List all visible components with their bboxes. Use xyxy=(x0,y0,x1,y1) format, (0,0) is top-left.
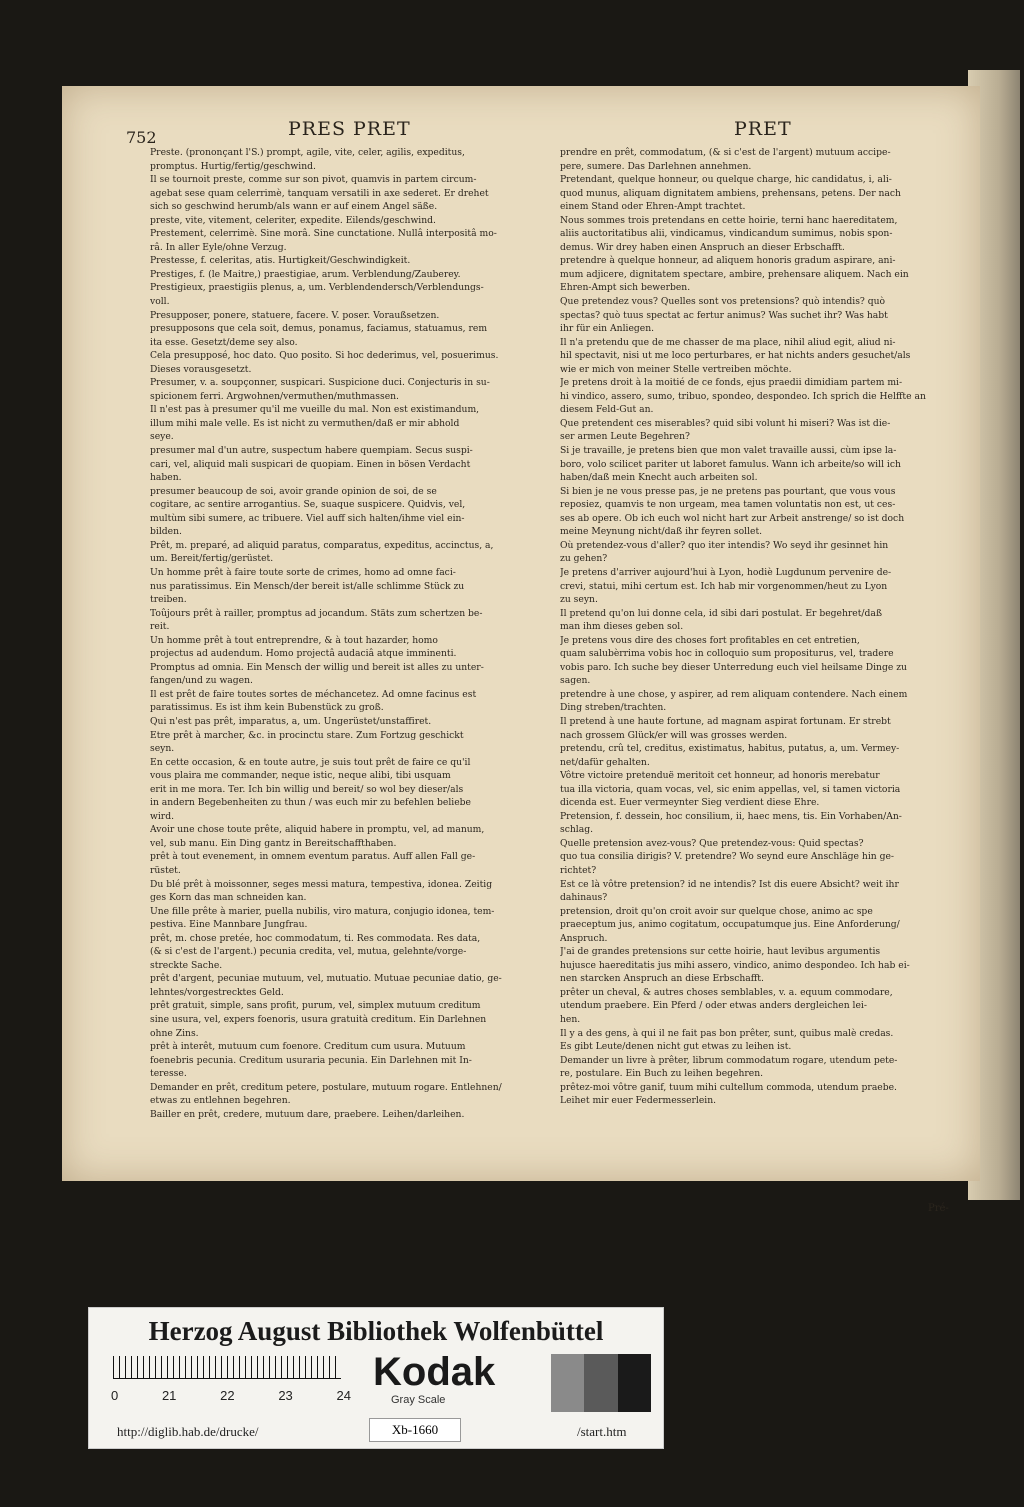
text-line: Vôtre victoire pretenduë meritoit cet honneur, ad honoris merebatur xyxy=(560,770,880,782)
text-line: Si je travaille, je pretens bien que mon valet travaille aussi, cùm ipse la- xyxy=(560,445,897,457)
text-line: Où pretendez-vous d'aller? quo iter intendis? Wo seyd ihr gesinnet hin xyxy=(560,539,889,551)
text-line: Prestesse, f. celeritas, atis. Hurtigkeit/Geschwindigkeit. xyxy=(150,255,411,267)
page-number: 752 xyxy=(126,128,157,147)
text-line: utendum praebere. Ein Pferd / oder etwas anders dergleichen lei- xyxy=(560,1000,867,1012)
text-line: Un homme prêt à faire toute sorte de crimes, homo ad omne faci- xyxy=(150,566,456,578)
text-line: cari, vel, aliquid mali suspicari de quopiam. Einen in bösen Verdacht xyxy=(150,458,471,470)
text-line: J'ai de grandes pretensions sur cette hoirie, haut levibus argumentis xyxy=(560,946,881,958)
text-line: sagen. xyxy=(560,675,591,687)
text-line: nen starcken Anspruch an diese Erbschafft. xyxy=(560,973,764,985)
text-line: sich so geschwind herumb/als wann er auf einem Angel säße. xyxy=(150,201,438,213)
text-line: Anspruch. xyxy=(560,932,608,944)
text-line: Il n'a pretendu que de me chasser de ma place, nihil aliud egit, aliud ni- xyxy=(560,336,896,348)
text-line: diesem Feld-Gut an. xyxy=(560,404,654,416)
header-right: PRET xyxy=(734,118,792,140)
text-line: wird. xyxy=(150,810,174,822)
text-line: projectus ad audendum. Homo projectâ audaciâ atque imminenti. xyxy=(150,648,457,660)
text-line: in andern Begebenheiten zu thun / was euch mir zu befehlen beliebe xyxy=(150,797,471,809)
scale-ruler xyxy=(113,1356,341,1379)
text-line: pere, sumere. Das Darlehnen annehmen. xyxy=(560,160,752,172)
text-line: pretendre à quelque honneur, ad aliquem honoris gradum aspirare, ani- xyxy=(560,255,896,267)
text-line: agebat sese quam celerrimè, tanquam versatili in axe sederet. Er drehet xyxy=(150,187,489,199)
text-line: pretendu, crû tel, creditus, existimatus, habitus, putatus, a, um. Vermey- xyxy=(560,743,900,755)
text-line: Si bien je ne vous presse pas, je ne pretens pas pourtant, que vous vous xyxy=(560,485,896,497)
text-line: Demander un livre à prêter, librum commodatum rogare, utendum pete- xyxy=(560,1054,898,1066)
text-line: cogitare, ac sentire arrogantius. Se, suaque suspicere. Quidvis, vel, xyxy=(150,499,466,511)
text-line: Cela presupposé, hoc dato. Quo posito. Si hoc dederimus, vel, posuerimus. xyxy=(150,350,499,362)
gray-patches xyxy=(551,1354,651,1412)
text-line: En cette occasion, & en toute autre, je suis tout prêt de faire ce qu'il xyxy=(150,756,471,768)
text-line: ita esse. Gesetzt/deme sey also. xyxy=(150,336,298,348)
text-line: net/dafür gehalten. xyxy=(560,756,650,768)
text-line: nus paratissimus. Ein Mensch/der bereit ist/alle schlimme Stück zu xyxy=(150,580,465,592)
header-left: PRES PRET xyxy=(288,118,411,140)
right-column xyxy=(560,146,965,1108)
text-line: Demander en prêt, creditum petere, postulare, mutuum rogare. Entlehnen/ xyxy=(150,1081,502,1093)
text-line: meine Meynung nicht/daß ihr feyren sollet. xyxy=(560,526,763,538)
scale-label: 0 xyxy=(111,1388,119,1403)
text-line: multùm sibi sumere, ac tribuere. Viel auff sich halten/ihme viel ein- xyxy=(150,512,465,524)
text-line: dicenda est. Euer vermeynter Sieg verdient diese Ehre. xyxy=(560,797,820,809)
library-name: Herzog August Bibliothek Wolfenbüttel xyxy=(148,1316,604,1346)
text-line: schlag. xyxy=(560,824,593,836)
text-line: prêt à interêt, mutuum cum foenore. Creditum cum usura. Mutuum xyxy=(150,1041,466,1053)
text-line: Ding streben/trachten. xyxy=(560,702,667,714)
kodak-logo: Kodak xyxy=(373,1350,496,1394)
text-line: ihr für ein Anliegen. xyxy=(560,323,655,335)
shelfmark: Xb-1660 xyxy=(369,1418,461,1442)
text-line: re, postulare. Ein Buch zu leihen begehren. xyxy=(560,1068,764,1080)
text-line: presumer mal d'un autre, suspectum habere quempiam. Secus suspi- xyxy=(150,445,473,457)
text-line: hen. xyxy=(560,1014,581,1025)
text-line: Un homme prêt à tout entreprendre, & à tout hazarder, homo xyxy=(150,634,438,646)
text-line: prêter un cheval, & autres choses semblables, v. a. equum commodare, xyxy=(560,986,893,998)
text-line: pretension, droit qu'on croit avoir sur quelque chose, animo ac spe xyxy=(560,905,873,917)
text-line: erit in me mora. Ter. Ich bin willig und bereit/ so wol bey dieser/als xyxy=(150,783,464,795)
text-line: foenebris pecunia. Creditum usuraria pecunia. Ein Darlehnen mit In- xyxy=(150,1054,472,1066)
text-line: Ehren-Ampt sich bewerben. xyxy=(560,282,691,294)
text-line: presupposons que cela soit, demus, ponamus, faciamus, statuamus, rem xyxy=(150,323,488,335)
text-line: crevi, statui, mihi certum est. Ich hab mir vorgenommen/heut zu Lyon xyxy=(560,580,888,592)
text-line: nach grossem Glück/er will was grosses werden. xyxy=(560,729,788,741)
text-line: seye. xyxy=(150,431,174,443)
text-line: praeceptum jus, animo cogitatum, occupatumque jus. Eine Anforderung/ xyxy=(560,919,900,931)
url-right: /start.htm xyxy=(577,1424,627,1439)
text-line: Pretendant, quelque honneur, ou quelque charge, hic candidatus, i, ali- xyxy=(560,174,892,186)
text-line: um. Bereit/fertig/gerüstet. xyxy=(150,553,274,565)
text-line: presumer beaucoup de soi, avoir grande opinion de soi, de se xyxy=(150,485,437,497)
text-line: haben/daß mein Knecht auch arbeiten sol. xyxy=(560,472,758,484)
text-line: seyn. xyxy=(150,743,175,755)
text-line: Qui n'est pas prêt, imparatus, a, um. Ungerüstet/unstaffiret. xyxy=(150,715,432,727)
text-line: (& si c'est de l'argent.) pecunia credita, vel, mutua, gelehnte/vorge- xyxy=(150,946,467,958)
scale-label: 21 xyxy=(161,1388,177,1403)
url-left: http://diglib.hab.de/drucke/ xyxy=(117,1424,259,1439)
text-line: boro, volo scilicet pariter ut laboret famulus. Wann ich arbeite/so will ich xyxy=(560,458,901,470)
text-line: Que pretendent ces miserables? quid sibi volunt hi miseri? Was ist die- xyxy=(560,417,891,429)
text-line: hi vindico, assero, sumo, tribuo, spondeo, despondeo. Ich sprich die Helffte an xyxy=(560,390,926,402)
text-line: zu seyn. xyxy=(560,594,598,606)
text-line: Leihet mir euer Federmesserlein. xyxy=(560,1095,717,1107)
text-line: Dieses vorausgesetzt. xyxy=(150,363,252,375)
text-line: Avoir une chose toute prête, aliquid habere in promptu, vel, ad manum, xyxy=(150,824,485,836)
text-line: haben. xyxy=(150,472,182,484)
text-line: lehntes/vorgestrecktes Geld. xyxy=(150,986,284,998)
text-line: promptus. Hurtig/fertig/geschwind. xyxy=(150,160,316,172)
text-line: Que pretendez vous? Quelles sont vos pretensions? quò intendis? quò xyxy=(560,296,886,308)
text-line: prêt gratuit, simple, sans profit, purum, vel, simplex mutuum creditum xyxy=(150,1000,481,1012)
text-line: râ. In aller Eyle/ohne Verzug. xyxy=(150,241,287,253)
text-line: spectas? quò tuus spectat ac fertur animus? Was suchet ihr? Was habt xyxy=(560,309,888,321)
text-line: prêt, m. chose pretée, hoc commodatum, ti. Res commodata. Res data, xyxy=(150,932,481,944)
text-line: Il y a des gens, à qui il ne fait pas bon prêter, sunt, quibus malè credas. xyxy=(560,1027,894,1039)
text-line: tua illa victoria, quam vocas, vel, sic enim appellas, vel, si tamen victoria xyxy=(560,783,901,795)
text-line: aliis auctoritatibus alii, vindicamus, vindicandum sumimus, nobis spon- xyxy=(560,228,893,240)
text-line: prendre en prêt, commodatum, (& si c'est de l'argent) mutuum accipe- xyxy=(560,147,891,158)
text-line: vel, sub manu. Ein Ding gantz in Bereitschaffthaben. xyxy=(150,837,397,849)
text-line: ser armen Leute Begehren? xyxy=(560,431,690,443)
text-line: Il n'est pas à presumer qu'il me vueille du mal. Non est existimandum, xyxy=(150,404,480,416)
text-line: paratissimus. Es ist ihm kein Bubenstück zu groß. xyxy=(150,702,384,714)
text-line: Il pretend à une haute fortune, ad magnam aspirat fortunam. Er strebt xyxy=(560,715,891,727)
gray-patch xyxy=(551,1354,584,1412)
text-line: voll. xyxy=(150,296,170,308)
text-line: Du blé prêt à moissonner, seges messi matura, tempestiva, idonea. Zeitig xyxy=(150,878,493,890)
text-line: Il se tournoit preste, comme sur son pivot, quamvis in partem circum- xyxy=(150,174,477,186)
text-line: bilden. xyxy=(150,526,182,538)
gray-patch xyxy=(618,1354,651,1412)
text-line: Prestiges, f. (le Maitre,) praestigiae, arum. Verblendung/Zauberey. xyxy=(150,268,461,280)
text-line: einem Stand oder Ehren-Ampt trachtet. xyxy=(560,201,746,213)
text-line: ges Korn das man schneiden kan. xyxy=(150,892,307,904)
scale-labels xyxy=(111,1388,351,1403)
text-line: Presumer, v. a. soupçonner, suspicari. Suspicione duci. Conjecturis in su- xyxy=(150,377,490,389)
text-line: prêt à tout evenement, in omnem eventum paratus. Auff allen Fall ge- xyxy=(150,851,476,863)
text-line: Etre prêt à marcher, &c. in procinctu stare. Zum Fortzug geschickt xyxy=(150,729,464,741)
text-line: Prestigieux, praestigiis plenus, a, um. Verblendendersch/Verblendungs- xyxy=(150,282,484,294)
text-line: hil spectavit, nisi ut me loco perturbares, er hat nichts anders gesuchet/als xyxy=(560,350,911,362)
scale-label: 22 xyxy=(220,1388,235,1403)
text-line: ohne Zins. xyxy=(150,1027,199,1039)
text-line: Est ce là vôtre pretension? id ne intendis? Ist dis euere Absicht? weit ihr xyxy=(560,878,899,890)
scale-label: 24 xyxy=(336,1388,351,1403)
catchword: Pré- xyxy=(928,1203,949,1214)
text-line: reit. xyxy=(150,621,170,633)
text-line: treiben. xyxy=(150,594,187,606)
text-line: quam salubèrrima vobis hoc in colloquio sum propositurus, vel, tradere xyxy=(560,648,894,660)
text-line: demus. Wir drey haben einen Anspruch an dieser Erbschafft. xyxy=(560,241,845,253)
text-line: prêt d'argent, pecuniae mutuum, vel, mutuatio. Mutuae pecuniae datio, ge- xyxy=(150,973,502,985)
text-line: dahinaus? xyxy=(560,892,608,904)
text-line: Presupposer, ponere, statuere, facere. V. poser. Voraußsetzen. xyxy=(150,309,440,321)
text-line: Prestement, celerrimè. Sine morâ. Sine cunctatione. Nullâ interpositâ mo- xyxy=(150,228,497,240)
text-line: Je pretens d'arriver aujourd'hui à Lyon, hodiè Lugdunum pervenire de- xyxy=(560,566,892,578)
text-line: etwas zu entlehnen begehren. xyxy=(150,1095,291,1107)
gray-scale-label: Gray Scale xyxy=(391,1394,446,1406)
text-line: illum mihi male velle. Es ist nicht zu vermuthen/daß er mir abhold xyxy=(150,417,460,429)
text-line: Je pretens vous dire des choses fort profitables en cet entretien, xyxy=(560,634,860,646)
text-line: Promptus ad omnia. Ein Mensch der willig und bereit ist alles zu unter- xyxy=(150,661,484,673)
text-line: Toûjours prêt à railler, promptus ad jocandum. Stäts zum schertzen be- xyxy=(150,607,483,619)
text-line: mum adjicere, dignitatem spectare, ambire, prehensare aliquem. Nach ein xyxy=(560,268,909,280)
text-line: Nous sommes trois pretendans en cette hoirie, terni hanc haereditatem, xyxy=(560,214,898,226)
text-line: fangen/und zu wagen. xyxy=(150,675,253,687)
text-line: quo tua consilia dirigis? V. pretendre? Wo seynd eure Anschläge hin ge- xyxy=(560,851,895,863)
text-line: Quelle pretension avez-vous? Que pretendez-vous: Quid spectas? xyxy=(560,837,864,849)
text-line: man ihm dieses geben sol. xyxy=(560,621,684,633)
text-line: pestiva. Eine Mannbare Jungfrau. xyxy=(150,919,308,931)
text-line: Bailler en prêt, credere, mutuum dare, praebere. Leihen/darleihen. xyxy=(150,1108,465,1120)
text-line: zu gehen? xyxy=(560,553,608,565)
text-line: Preste. (prononçant l'S.) prompt, agile, vite, celer, agilis, expeditus, xyxy=(150,147,465,158)
scale-label: 23 xyxy=(278,1388,293,1403)
text-line: Es gibt Leute/denen nicht gut etwas zu leihen ist. xyxy=(560,1041,792,1053)
text-line: vous plaira me commander, neque istic, neque alibi, tibi usquam xyxy=(150,770,451,782)
text-line: Il est prêt de faire toutes sortes de méchancetez. Ad omne facinus est xyxy=(150,688,477,700)
text-line: preste, vite, vitement, celeriter, expedite. Eilends/geschwind. xyxy=(150,214,436,226)
color-calibration-strip xyxy=(88,1307,664,1449)
text-line: vobis paro. Ich suche bey dieser Unterredung euch viel heilsame Dinge zu xyxy=(560,661,907,673)
text-line: richtet? xyxy=(560,864,597,876)
left-column xyxy=(150,146,550,1121)
text-line: reposiez, quamvis te non urgeam, mea tamen voluntatis non est, ut ces- xyxy=(560,499,896,511)
text-line: rüstet. xyxy=(150,864,181,876)
text-line: Il pretend qu'on lui donne cela, id sibi dari postulat. Er begehret/daß xyxy=(560,607,883,619)
text-line: prêtez-moi vôtre ganif, tuum mihi cultellum commoda, utendum praebe. xyxy=(560,1081,897,1093)
text-line: Prêt, m. preparé, ad aliquid paratus, comparatus, expeditus, accinctus, a, xyxy=(150,539,494,551)
text-line: streckte Sache. xyxy=(150,959,223,971)
text-line: hujusce haereditatis jus mihi assero, vindico, animo despondeo. Ich hab ei- xyxy=(560,959,910,971)
text-line: Pretension, f. dessein, hoc consilium, ii, haec mens, tis. Ein Vorhaben/An- xyxy=(560,810,902,822)
text-line: sine usura, vel, expers foenoris, usura gratuità creditum. Ein Darlehnen xyxy=(150,1014,487,1025)
text-line: quod munus, aliquam dignitatem ambiens, prehensans, petens. Der nach xyxy=(560,187,901,199)
text-line: Une fille prête à marier, puella nubilis, viro matura, conjugio idonea, tem- xyxy=(150,905,495,917)
text-line: Je pretens droit à la moitié de ce fonds, ejus praedii dimidiam partem mi- xyxy=(560,377,903,389)
text-line: teresse. xyxy=(150,1068,187,1080)
gray-patch xyxy=(584,1354,617,1412)
text-line: wie er mich von meiner Stelle vertreiben möchte. xyxy=(560,363,792,375)
text-line: pretendre à une chose, y aspirer, ad rem aliquam contendere. Nach einem xyxy=(560,688,908,700)
text-line: ses ab opere. Ob ich euch wol nicht hart zur Arbeit anstrenge/ so ist doch xyxy=(560,512,905,524)
text-line: spicionem ferri. Argwohnen/vermuthen/muthmassen. xyxy=(150,390,399,402)
